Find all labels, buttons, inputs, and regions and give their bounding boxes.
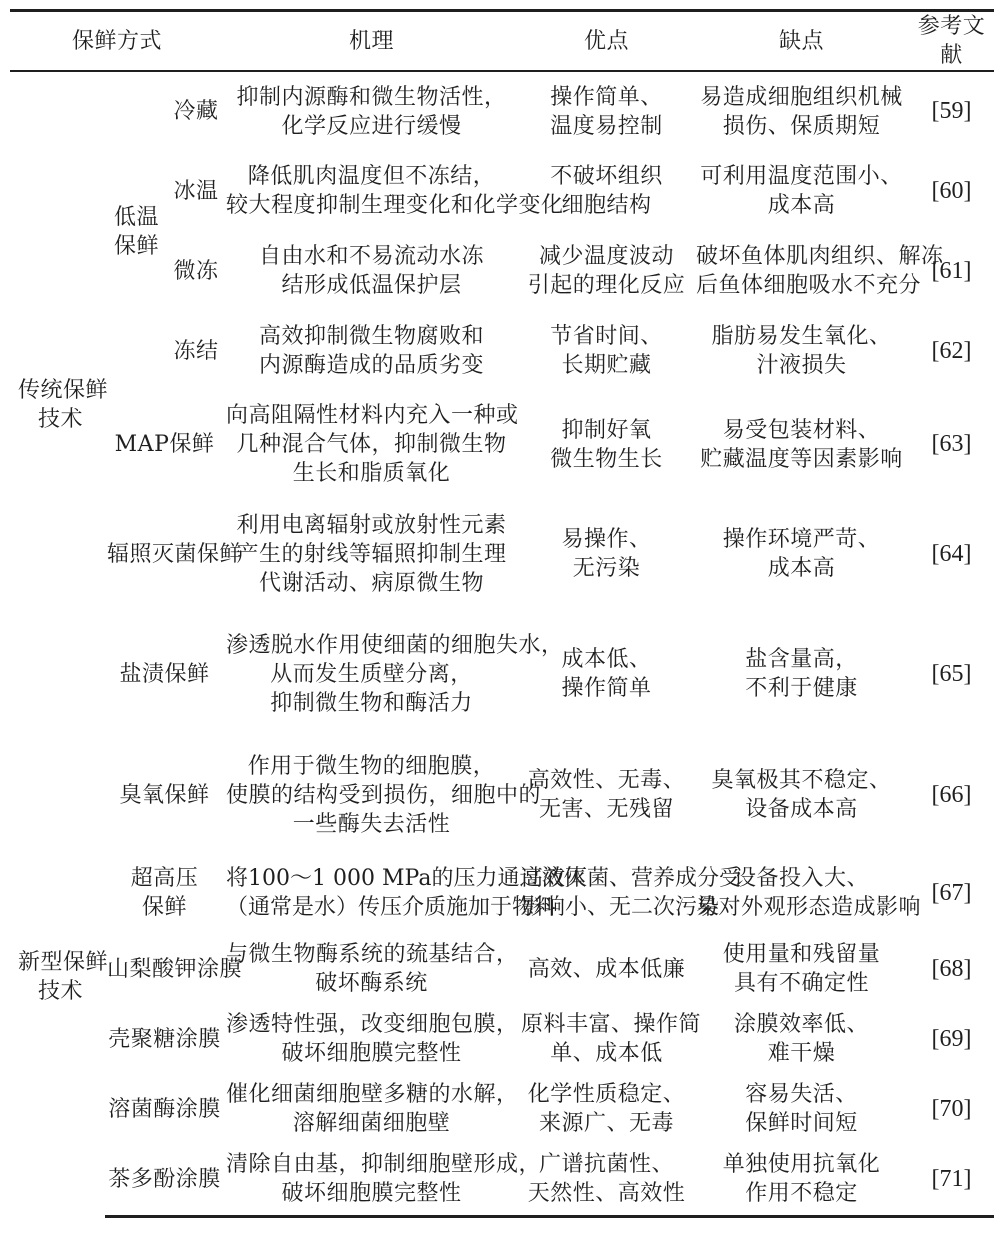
- reference-cell: [63]: [931, 431, 972, 457]
- reference-cell: [66]: [931, 781, 972, 808]
- pros-cell: 成本低、 操作简单: [561, 647, 652, 701]
- preservation-methods-table: [10, 9, 994, 1218]
- table-row: [10, 852, 994, 934]
- method-cell: 臭氧保鲜: [119, 782, 210, 808]
- cons-cell: 单独使用抗氧化 作用不稳定: [694, 1144, 909, 1216]
- reference-cell: [61]: [931, 257, 972, 284]
- cons-cell: 设备投入大、 易对外观形态造成影响: [696, 866, 922, 920]
- header-cons: 缺点: [694, 11, 909, 72]
- header-mechanism: 机理: [224, 11, 519, 72]
- cons-cell: 涂膜效率低、 难干燥: [734, 1012, 870, 1066]
- pros-cell: 化学性质稳定、 来源广、无毒: [527, 1082, 686, 1136]
- method-cell: 茶多酚涂膜: [105, 1144, 224, 1216]
- cons-cell: 操作环境严苛、 成本高: [722, 527, 881, 581]
- pros-cell: 高效性、无毒、 无害、无残留: [527, 768, 686, 822]
- table-row: [10, 498, 994, 610]
- method-cell: 超高压 保鲜: [130, 866, 199, 920]
- pros-cell: 操作简单、 温度易控制: [550, 84, 663, 139]
- mechanism-cell: 自由水和不易流动水冻 结形成低温保护层: [259, 244, 485, 298]
- method-cell: 冻结: [173, 338, 219, 364]
- reference-cell: [65]: [931, 660, 972, 687]
- method-cell: 山梨酸钾涂膜: [107, 956, 243, 982]
- method-cell: 辐照灭菌保鲜: [107, 541, 243, 567]
- table-row: [10, 391, 994, 498]
- header-pros: 优点: [519, 11, 694, 72]
- mechanism-cell: 向高阻隔性材料内充入一种或 几种混合气体，抑制微生物 生长和脂质氧化: [226, 403, 519, 486]
- method-cell: 盐渍保鲜: [119, 661, 210, 687]
- group-low-temp: 低温 保鲜: [113, 204, 159, 259]
- pros-cell: 抑制好氧 微生物生长: [550, 417, 663, 472]
- cons-cell: 盐含量高， 不利于健康: [745, 647, 858, 701]
- mechanism-cell: 降低肌肉温度但不冻结， 较大程度抑制生理变化和化学变化: [226, 164, 564, 218]
- mechanism-cell: 渗透脱水作用使细菌的细胞失水， 从而发生质壁分离， 抑制微生物和酶活力: [226, 632, 564, 716]
- reference-cell: [71]: [909, 1144, 994, 1216]
- cons-cell: 可利用温度范围小、 成本高: [700, 164, 903, 218]
- reference-cell: [68]: [931, 955, 972, 982]
- table-row: [10, 610, 994, 738]
- pros-cell: 原料丰富、操作简 单、成本低: [521, 1012, 702, 1066]
- header-method: 保鲜方式: [10, 11, 224, 72]
- table-row: [10, 1004, 994, 1074]
- method-cell: 溶菌酶涂膜: [108, 1096, 221, 1122]
- mechanism-cell: 与微生物酶系统的巯基结合， 破坏酶系统: [226, 942, 519, 996]
- method-cell: 壳聚糖涂膜: [108, 1026, 221, 1052]
- mechanism-cell: 高效抑制微生物腐败和 内源酶造成的品质劣变: [259, 324, 485, 378]
- reference-cell: [59]: [931, 98, 972, 124]
- table-row: [10, 934, 994, 1004]
- pros-cell: 高效灭菌、营养成分受 影响小、无二次污染: [521, 866, 742, 920]
- pros-cell: 节省时间、 长期贮藏: [550, 324, 663, 378]
- group-novel: 新型保鲜 技术: [18, 950, 109, 1004]
- pros-cell: 不破坏组织 细胞结构: [550, 164, 663, 218]
- cons-cell: 使用量和残留量 具有不确定性: [722, 942, 881, 996]
- mechanism-cell: 渗透特性强，改变细胞包膜， 破坏细胞膜完整性: [226, 1012, 519, 1066]
- cons-cell: 容易失活、 保鲜时间短: [745, 1082, 858, 1136]
- table-row: [10, 71, 994, 151]
- mechanism-cell: 利用电离辐射或放射性元素 产生的射线等辐照抑制生理 代谢活动、病原微生物: [236, 512, 507, 596]
- table-row: [10, 1074, 994, 1144]
- table-row: [10, 738, 994, 852]
- cons-cell: 脂肪易发生氧化、 汁液损失: [711, 324, 892, 378]
- method-cell: 冷藏: [173, 99, 219, 124]
- cons-cell: 易造成细胞组织机械 损伤、保质期短: [700, 84, 903, 139]
- pros-cell: 易操作、 无污染: [561, 527, 652, 581]
- pros-cell: 减少温度波动 引起的理化反应: [527, 244, 686, 298]
- table-header-row: [10, 11, 994, 72]
- pros-cell: 广谱抗菌性、 天然性、高效性: [519, 1144, 694, 1216]
- reference-cell: [69]: [931, 1025, 972, 1052]
- mechanism-cell: 将100～1 000 MPa的压力通过液体 （通常是水）传压介质施加于物料: [226, 866, 586, 920]
- header-reference: 参考文献: [909, 11, 994, 72]
- cons-cell: 破坏鱼体肌肉组织、解冻 后鱼体细胞吸水不充分: [696, 244, 944, 298]
- mechanism-cell: 作用于微生物的细胞膜， 使膜的结构受到损伤，细胞中的 一些酶失去活性: [226, 753, 542, 837]
- table-row: [10, 1144, 994, 1216]
- group-traditional: 传统保鲜 技术: [18, 378, 109, 432]
- method-cell: 冰温: [173, 178, 219, 204]
- reference-cell: [62]: [931, 337, 972, 364]
- cons-cell: 易受包装材料、 贮藏温度等因素影响: [700, 417, 903, 472]
- reference-cell: [64]: [931, 540, 972, 567]
- mechanism-cell: 清除自由基，抑制细胞壁形成， 破坏细胞膜完整性: [224, 1144, 519, 1216]
- pros-cell: 高效、成本低廉: [527, 956, 686, 982]
- method-cell: MAP保鲜: [114, 432, 215, 457]
- reference-cell: [60]: [931, 177, 972, 204]
- method-cell: 微冻: [173, 258, 219, 284]
- cons-cell: 臭氧极其不稳定、 设备成本高: [711, 768, 892, 822]
- mechanism-cell: 催化细菌细胞壁多糖的水解， 溶解细菌细胞壁: [226, 1082, 519, 1136]
- reference-cell: [67]: [931, 879, 972, 906]
- mechanism-cell: 抑制内源酶和微生物活性， 化学反应进行缓慢: [236, 84, 507, 139]
- reference-cell: [70]: [931, 1095, 972, 1122]
